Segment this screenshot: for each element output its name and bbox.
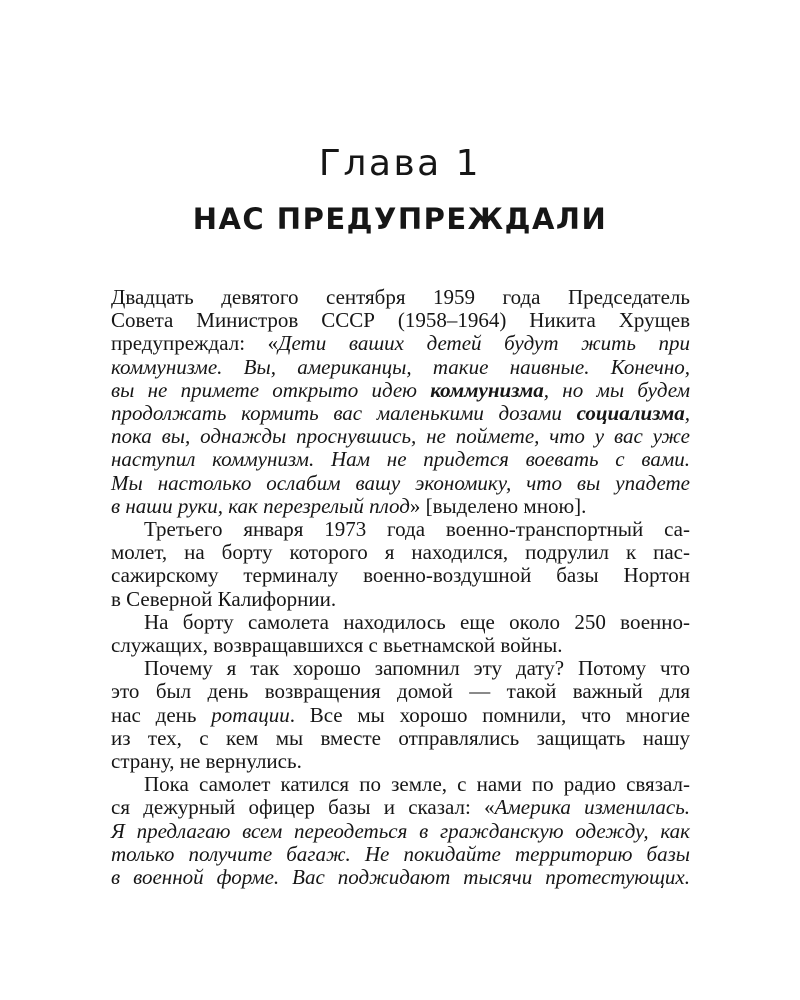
text-span: служащих, возвращавшихся с вьетнамской войны. bbox=[111, 633, 563, 658]
text-span: » [выделено мною]. bbox=[409, 493, 587, 518]
quote-italic: Я предлагаю всем переодеться в гражданскую одежду, как bbox=[111, 818, 690, 843]
emphasis-bold: коммунизма bbox=[430, 377, 544, 402]
text-span: нас день bbox=[111, 702, 212, 727]
text-line bbox=[111, 564, 690, 587]
text-line bbox=[111, 518, 690, 541]
quote-italic: Америка изменилась. bbox=[494, 795, 690, 820]
chapter-title: НАС ПРЕДУПРЕЖДАЛИ bbox=[192, 202, 608, 236]
quote-italic: Мы настолько ослабим вашу экономику, что вы упадете bbox=[111, 470, 690, 495]
text-span: Почему я так хорошо запомнил эту дату? Потому что bbox=[144, 656, 690, 681]
quote-italic: в наши руки, как перезрелый плод bbox=[111, 493, 410, 518]
text-line bbox=[111, 286, 690, 309]
text-line bbox=[111, 843, 690, 866]
quote-italic: Дети ваших детей будут жить при bbox=[278, 331, 690, 356]
chapter-number: Глава 1 bbox=[318, 143, 482, 184]
paragraph bbox=[111, 518, 690, 611]
term-italic: ротации bbox=[211, 702, 290, 727]
quote-italic: только получите багаж. Не покидайте территорию базы bbox=[111, 841, 690, 866]
text-span: в Северной Калифорнии. bbox=[111, 586, 337, 611]
text-span: ся дежурный офицер базы и сказал: « bbox=[111, 795, 495, 820]
text-line bbox=[111, 472, 690, 495]
quote-italic: наступил коммунизм. Нам не придется воевать с вами. bbox=[111, 447, 690, 472]
text-line bbox=[111, 495, 690, 518]
text-line bbox=[111, 680, 690, 703]
quote-italic: , bbox=[684, 401, 690, 426]
text-span: молет, на борту которого я находился, подрулил к пас- bbox=[111, 540, 690, 565]
quote-italic: пока вы, однажды проснувшись, не поймете, что у вас уже bbox=[111, 424, 690, 449]
text-line bbox=[111, 773, 690, 796]
text-span: предупреждал: « bbox=[111, 331, 279, 356]
paragraph bbox=[111, 773, 690, 889]
quote-italic: в военной форме. Вас поджидают тысячи протестующих. bbox=[111, 865, 690, 890]
text-line bbox=[111, 727, 690, 750]
text-line bbox=[111, 796, 690, 819]
text-span: Совета Министров СССР (1958–1964) Никита Хрущев bbox=[111, 308, 690, 333]
chapter-body bbox=[111, 286, 690, 889]
paragraph bbox=[111, 611, 690, 657]
quote-italic: коммунизме. Вы, американцы, такие наивные. Конечно, bbox=[111, 354, 690, 379]
text-span: страну, не вернулись. bbox=[111, 749, 302, 774]
text-line bbox=[111, 402, 690, 425]
emphasis-bold: социализма bbox=[576, 401, 685, 426]
paragraph bbox=[111, 286, 690, 518]
text-line bbox=[111, 541, 690, 564]
text-line bbox=[111, 309, 690, 332]
text-span: Третьего января 1973 года военно-транспортный са- bbox=[144, 517, 690, 542]
text-span: это был день возвращения домой — такой важный для bbox=[111, 679, 690, 704]
text-span: сажирскому терминалу военно-воздушной базы Нортон bbox=[111, 563, 690, 588]
text-span: Двадцать девятого сентября 1959 года Председатель bbox=[111, 285, 690, 309]
text-line bbox=[111, 634, 690, 657]
text-line bbox=[111, 332, 690, 355]
text-line bbox=[111, 379, 690, 402]
text-line bbox=[111, 448, 690, 471]
paragraph bbox=[111, 657, 690, 773]
text-line bbox=[111, 657, 690, 680]
quote-italic: вы не примете открыто идею bbox=[111, 377, 431, 402]
quote-italic: , но мы будем bbox=[543, 377, 690, 402]
text-line bbox=[111, 820, 690, 843]
text-span: Пока самолет катился по земле, с нами по радио связал- bbox=[144, 772, 690, 797]
text-line bbox=[111, 704, 690, 727]
quote-italic: продолжать кормить вас маленькими дозами bbox=[111, 401, 577, 426]
text-line bbox=[111, 588, 690, 611]
text-line bbox=[111, 750, 690, 773]
text-line bbox=[111, 425, 690, 448]
text-line bbox=[111, 356, 690, 379]
text-span: . Все мы хорошо помнили, что многие bbox=[289, 702, 690, 727]
text-line bbox=[111, 611, 690, 634]
text-span: На борту самолета находилось еще около 250 военно- bbox=[144, 609, 690, 634]
text-line bbox=[111, 866, 690, 889]
text-span: из тех, с кем мы вместе отправлялись защищать нашу bbox=[111, 725, 690, 750]
